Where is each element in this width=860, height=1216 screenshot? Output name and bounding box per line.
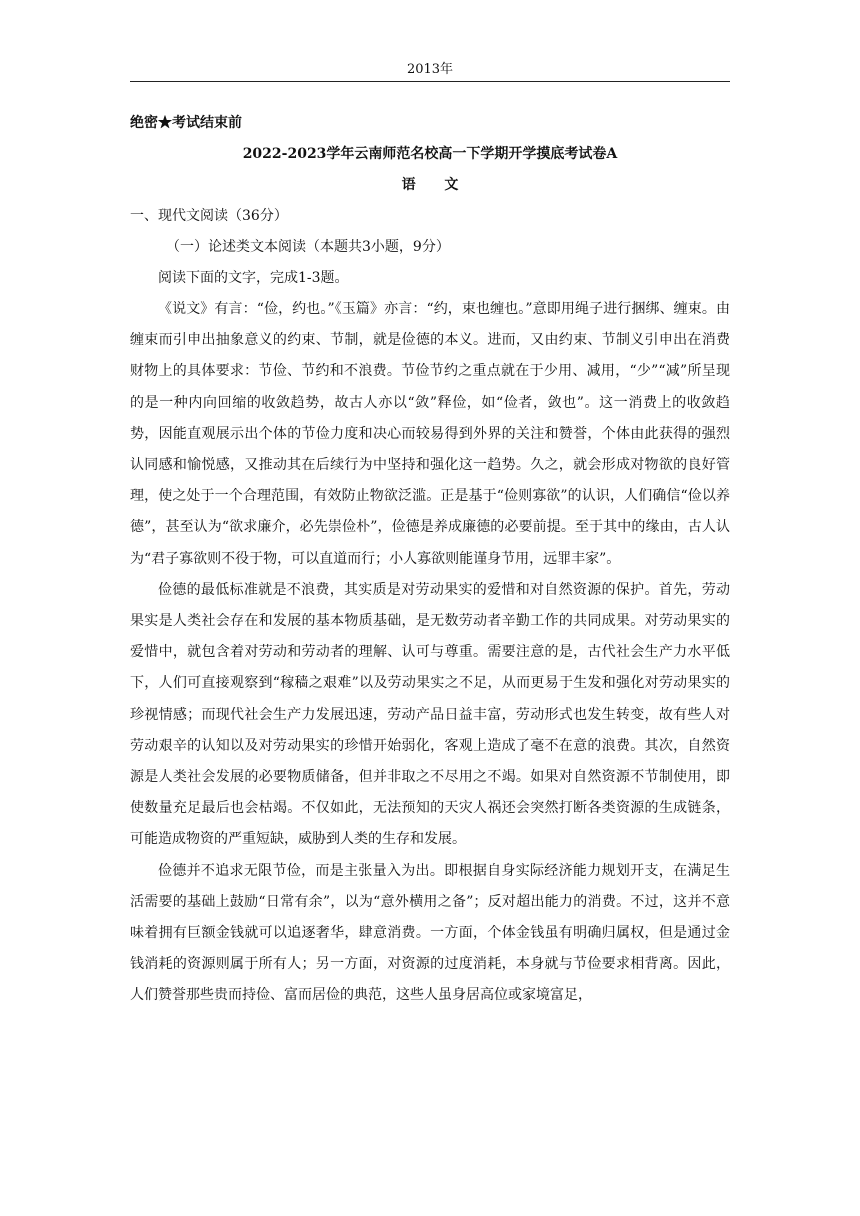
body-paragraph: 俭德的最低标准就是不浪费，其实质是对劳动果实的爱惜和对自然资源的保护。首先，劳动果实是人类社会存在和发展的基本物质基础，是无数劳动者辛勤工作的共同成果。对劳动果实的爱惜中，就包含着对劳动和劳动者的理解、认可与尊重。需要注意的是，古代社会生产力水平低下，人们可直接观察到“稼穑之艰难”以及劳动果实之不足，从而更易于生发和强化对劳动果实的珍视情感；而现代社会生产力发展迅速，劳动产品日益丰富，劳动形式也发生转变，故有些人对劳动艰辛的认知以及对劳动果实的珍惜开始弱化，客观上造成了毫不在意的浪费。其次，自然资源是人类社会发展的必要物质储备，但并非取之不尽用之不竭。如果对自然资源不节制使用，即使数量充足最后也会枯竭。不仅如此，无法预知的天灾人祸还会突然打断各类资源的生成链条，可能造成物资的严重短缺，威胁到人类的生存和发展。 <box>130 581 730 848</box>
confidential-label: 绝密★考试结束前 <box>130 115 242 131</box>
body-paragraph: 《说文》有言：“俭，约也。”《玉篇》亦言：“约，束也缠也。”意即用绳子进行捆绑、缠束。由缠束而引申出抽象意义的约束、节制，就是俭德的本义。进而，又由约束、节制义引申出在消费财物上的具体要求：节俭、节约和不浪费。节俭节约之重点就在于少用、减用，“少”“减”所呈现的是一种内向回缩的收敛趋势，故古人亦以“敛”释俭，如“俭者，敛也”。这一消费上的收敛趋势，因能直观展示出个体的节俭力度和决心而较易得到外界的关注和赞誉，个体由此获得的强烈认同感和愉悦感，又推动其在后续行为中坚持和强化这一趋势。久之，就会形成对物欲的良好管理，使之处于一个合理范围，有效防止物欲泛滥。正是基于“俭则寡欲”的认识，人们确信“俭以养德”，甚至认为“欲求廉介，必先崇俭朴”，俭德是养成廉德的必要前提。至于其中的缘由，古人认为“君子寡欲则不役于物，可以直道而行；小人寡欲则能谨身节用，远罪丰家”。 <box>130 301 730 567</box>
document-body <box>130 108 730 1012</box>
exam-title: 2022-2023学年云南师范名校高一下学期开学摸底考试卷A <box>242 146 618 162</box>
reading-instruction: 阅读下面的文字，完成1-3题。 <box>158 270 349 286</box>
running-header: 2013年 <box>406 62 454 77</box>
section-heading: 一、现代文阅读（36分） <box>130 208 288 224</box>
subject-heading: 语 文 <box>401 177 471 193</box>
body-paragraph: 俭德并不追求无限节俭，而是主张量入为出。即根据自身实际经济能力规划开支，在满足生活需要的基础上鼓励“日常有余”，以为“意外横用之备”；反对超出能力的消费。不过，这并不意味着拥有巨额金钱就可以追逐奢华，肆意消费。一方面，个体金钱虽有明确归属权，但是通过金钱消耗的资源则属于所有人；另一方面，对资源的过度消耗，本身就与节俭要求相背离。因此，人们赞誉那些贵而持俭、富而居俭的典范，这些人虽身居高位或家境富足， <box>130 862 730 1004</box>
header-rule <box>130 81 730 82</box>
subsection-heading: （一）论述类文本阅读（本题共3小题，9分） <box>166 239 450 255</box>
